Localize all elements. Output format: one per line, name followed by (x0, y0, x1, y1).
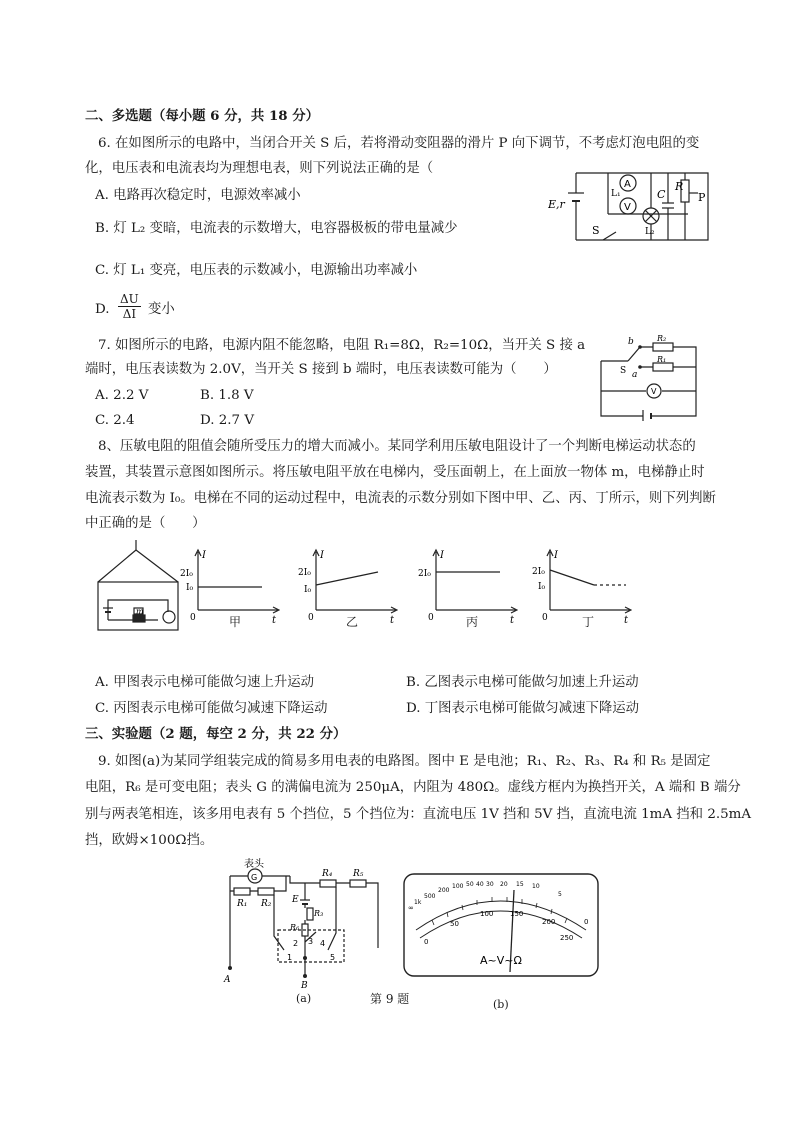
q9-stem-line3: 别与两表笔相连，该多用电表有 5 个挡位，5 个挡位为：直流电压 1V 挡和 5V 挡，直流电流 1mA 挡和 2.5mA (85, 807, 751, 822)
q9-ohm-tick-500: 500 (424, 893, 436, 900)
q9-ohm-tick-50: 50 (466, 881, 474, 888)
q9-pos-2: 2 (293, 939, 299, 948)
graph-yi-caption: 乙 (346, 615, 359, 629)
q6-voltmeter-label: V (624, 202, 631, 213)
q6-lamp1-label: L₁ (611, 189, 621, 199)
q8-option-b: B. 乙图表示电梯可能做匀加速上升运动 (406, 675, 639, 690)
graph-jia-tick-0: 0 (190, 613, 196, 623)
q8-stem-line2: 装置，其装置示意图如图所示。将压敏电阻平放在电梯内，受压面朝上，在上面放一物体 m，电梯静止时 (85, 465, 705, 480)
q6-capacitor-label: C (657, 188, 666, 201)
q9-r1-label: R₁ (237, 899, 248, 909)
graph-ding-tick-0: 0 (542, 613, 548, 623)
q9-r5-label: R₅ (353, 869, 364, 879)
q9-ohm-tick-inf: ∞ (408, 904, 414, 912)
graph-yi-tick-0: 0 (308, 613, 314, 623)
q7-stem-line1: 7. 如图所示的电路，电源内阻不能忽略，电阻 R₁=8Ω，R₂=10Ω，当开关 S 接 a (98, 338, 586, 353)
q9-pos-5: 5 (330, 953, 336, 962)
q9-linear-tick-0: 0 (424, 938, 429, 946)
q8-option-a: A. 甲图表示电梯可能做匀速上升运动 (95, 675, 315, 690)
q9-e-label: E (292, 895, 299, 905)
graph-ding-tick-i0: I₀ (538, 582, 546, 592)
q9-ohm-tick-5: 5 (558, 891, 562, 898)
q6-switch-label: S (592, 224, 600, 237)
q7-option-c: C. 2.4 (95, 413, 135, 428)
q8-stem-line3: 电流表示数为 I₀。电梯在不同的运动过程中，电流表的示数分别如下图中甲、乙、丙、丁所示，则下列判断 (85, 491, 716, 506)
graph-ding-ylabel: I (554, 550, 558, 561)
q8-elevator-apparatus (93, 540, 185, 632)
q9-ohm-tick-100: 100 (452, 883, 464, 890)
graph-bing-caption: 丙 (466, 615, 479, 629)
q6-option-b: B. 灯 L₂ 变暗，电流表的示数增大，电容器极板的带电量减少 (95, 221, 458, 236)
q9-r6-label: R₆ (290, 923, 300, 932)
q6-ammeter-label: A (624, 179, 631, 190)
q6-source-label: E,r (548, 198, 565, 211)
q9-meter-dial (402, 872, 600, 978)
graph-bing-xlabel: t (510, 615, 515, 626)
q6-option-a: A. 电路再次稳定时，电源效率减小 (95, 188, 301, 203)
q6-option-c: C. 灯 L₁ 变亮，电压表的示数减小，电源输出功率减小 (95, 263, 418, 278)
fraction-numerator: ΔU (120, 292, 139, 306)
q6-option-d-tail: 变小 (148, 302, 175, 317)
q6-slider-label: P (698, 191, 706, 204)
graph-jia-xlabel: t (272, 615, 277, 626)
q9-fig-caption: 第 9 题 (370, 992, 410, 1006)
q9-ohm-tick-0: 0 (584, 918, 589, 926)
q8-stem-line4: 中正确的是（ ） (85, 516, 206, 531)
q9-pos-1: 1 (287, 953, 293, 962)
section-heading-multiple-choice: 二、多选题（每小题 6 分，共 18 分） (85, 108, 320, 124)
q9-fig-b-caption: (b) (493, 998, 509, 1011)
q9-ohm-tick-15: 15 (516, 881, 524, 888)
q6-option-d-fraction (118, 292, 141, 321)
q6-lamp2-label: L₂ (645, 227, 655, 237)
q8-option-d: D. 丁图表示电梯可能做匀减速下降运动 (406, 701, 640, 716)
q7-switch-label: S (620, 366, 627, 376)
graph-yi-tick-i0: I₀ (304, 585, 312, 595)
section-heading-experiment: 三、实验题（2 题，每空 2 分，共 22 分） (85, 726, 347, 742)
q7-stem-line2: 端时，电压表读数为 2.0V，当开关 S 接到 b 端时，电压表读数可能为（ ） (85, 362, 557, 377)
q6-option-d-label: D. (95, 302, 110, 317)
graph-jia-tick-2i0: 2I₀ (180, 569, 193, 579)
q7-option-a: A. 2.2 V (95, 388, 149, 403)
graph-jia-tick-i0: I₀ (186, 583, 194, 593)
q9-pos-3: 3 (308, 937, 314, 946)
q6-stem-line1: 6. 在如图所示的电路中，当闭合开关 S 后，若将滑动变阻器的滑片 P 向下调节，不考虑灯泡电阻的变 (98, 136, 700, 151)
q9-pos-4: 4 (320, 939, 326, 948)
graph-yi-tick-2i0: 2I₀ (298, 568, 311, 578)
q9-linear-tick-250: 250 (560, 934, 574, 942)
q6-resistor-label: R (675, 180, 684, 193)
q9-linear-tick-100: 100 (480, 910, 494, 918)
q9-terminal-a: A (224, 975, 231, 985)
q7-r2-label: R₂ (657, 334, 667, 343)
q7-circuit-diagram (598, 333, 708, 421)
q9-stem-line1: 9. 如图(a)为某同学组装完成的简易多用电表的电路图。图中 E 是电池；R₁、R₂、R₃、R₄ 和 R₅ 是固定 (98, 754, 711, 769)
q9-r3-label: R₃ (314, 909, 324, 918)
q9-stem-line2: 电阻，R₆ 是可变电阻；表头 G 的满偏电流为 250μA，内阻为 480Ω。虚线方框内为换挡开关，A 端和 B 端分 (85, 780, 741, 795)
q9-r2-label: R₂ (261, 899, 272, 909)
graph-ding-xlabel: t (624, 615, 629, 626)
q9-linear-tick-50: 50 (450, 920, 459, 928)
graph-bing-ylabel: I (440, 550, 444, 561)
q7-option-d: D. 2.7 V (200, 413, 254, 428)
q7-terminal-a: a (632, 370, 638, 380)
q9-ohm-tick-200: 200 (438, 887, 450, 894)
graph-bing-tick-2i0: 2I₀ (418, 569, 431, 579)
graph-jia-ylabel: I (202, 550, 206, 561)
graph-bing-tick-0: 0 (428, 613, 434, 623)
q9-multimeter-circuit (220, 858, 385, 988)
graph-ding-tick-2i0: 2I₀ (532, 567, 545, 577)
graph-yi-ylabel: I (320, 550, 324, 561)
q7-voltmeter-label: V (651, 387, 657, 396)
graph-ding-caption: 丁 (582, 615, 595, 629)
q9-dial-label: A~V~Ω (480, 954, 522, 967)
graph-yi-xlabel: t (390, 615, 395, 626)
q8-option-c: C. 丙图表示电梯可能做匀减速下降运动 (95, 701, 328, 716)
q9-meter-label: 表头 (244, 859, 264, 870)
q6-stem-line2: 化，电压表和电流表均为理想电表，则下列说法正确的是（ (85, 161, 434, 176)
q9-r4-label: R₄ (322, 869, 333, 879)
q9-fig-a-caption: (a) (296, 992, 312, 1005)
q9-linear-tick-200: 200 (542, 918, 556, 926)
q9-ohm-tick-20: 20 (500, 881, 508, 888)
q9-stem-line4: 挡，欧姆×100Ω挡。 (85, 833, 214, 848)
q9-ohm-tick-10: 10 (532, 883, 540, 890)
q9-linear-tick-150: 150 (510, 910, 524, 918)
q9-ohm-tick-1k: 1k (414, 899, 422, 906)
q7-r1-label: R₁ (657, 355, 667, 364)
q7-option-b: B. 1.8 V (200, 388, 254, 403)
fraction-denominator: ΔI (122, 307, 137, 321)
q6-circuit-diagram (548, 168, 718, 248)
q8-mass-label: m (136, 607, 144, 616)
q9-g-label: G (251, 873, 258, 882)
graph-jia-caption: 甲 (229, 615, 242, 629)
q9-terminal-b: B (301, 981, 308, 988)
q9-ohm-tick-40: 40 (476, 881, 484, 888)
q7-terminal-b: b (628, 337, 634, 347)
q8-stem-line1: 8、压敏电阻的阻值会随所受压力的增大而减小。某同学利用压敏电阻设计了一个判断电梯运动状态的 (98, 439, 696, 454)
q9-ohm-tick-30: 30 (486, 881, 494, 888)
